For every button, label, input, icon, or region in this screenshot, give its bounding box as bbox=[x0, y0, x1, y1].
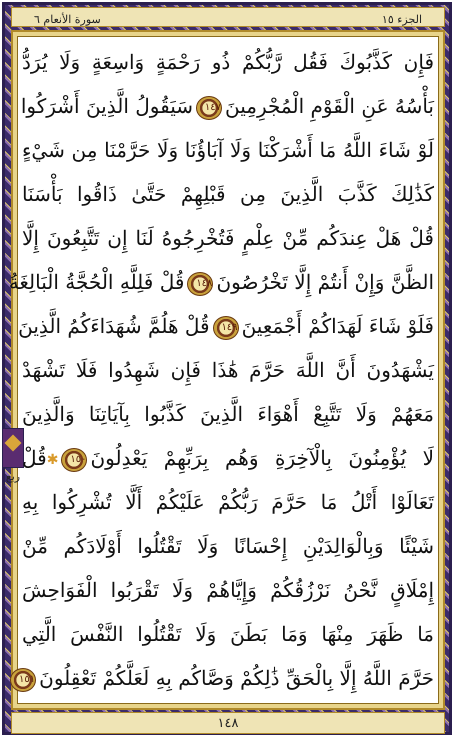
rub-el-hizb-star-icon: ✱ bbox=[46, 451, 59, 468]
verse-text: بَأْسُهُ عَنِ الْقَوْمِ الْمُجْرِمِينَ bbox=[225, 94, 434, 118]
verse-line bbox=[22, 568, 434, 612]
page-footer bbox=[11, 712, 445, 734]
ayah-number-icon: ١٥١ bbox=[10, 668, 36, 692]
page-header bbox=[11, 7, 445, 27]
verse-text: لَا يُؤْمِنُونَ بِالْآخِرَةِ وَهُم بِرَبِّهِمْ يَعْدِلُونَ bbox=[90, 446, 434, 470]
verse-text: مَعَهُمْ وَلَا تَتَّبِعْ أَهْوَاءَ الَّذِينَ كَذَّبُوا بِآيَاتِنَا وَالَّذِينَ bbox=[22, 402, 434, 426]
verse-line bbox=[22, 40, 434, 84]
verse-line bbox=[22, 480, 434, 524]
verse-line bbox=[22, 348, 434, 392]
verse-text-continuation: قُلْ bbox=[22, 446, 47, 470]
verse-text: يَشْهَدُونَ أَنَّ اللَّهَ حَرَّمَ هَٰذَا فَإِن شَهِدُوا فَلَا تَشْهَدْ bbox=[22, 358, 434, 382]
ayah-number-icon: ١٤٧ bbox=[196, 96, 222, 120]
verse-line bbox=[22, 524, 434, 568]
verse-line bbox=[22, 436, 434, 480]
verse-text: كَذَٰلِكَ كَذَّبَ الَّذِينَ مِن قَبْلِهِمْ حَتَّىٰ ذَاقُوا بَأْسَنَا bbox=[22, 182, 434, 206]
verse-line bbox=[22, 84, 434, 128]
verse-line bbox=[22, 128, 434, 172]
verse-line bbox=[22, 392, 434, 436]
verse-text: حَرَّمَ اللَّهُ إِلَّا بِالْحَقِّ ذَٰلِكُمْ وَصَّاكُم بِهِ لَعَلَّكُمْ تَعْقِلُونَ bbox=[39, 666, 434, 690]
verse-line bbox=[8, 260, 434, 304]
verse-line bbox=[19, 656, 434, 700]
verse-text: تَعَالَوْا أَتْلُ مَا حَرَّمَ رَبُّكُمْ عَلَيْكُمْ أَلَّا تُشْرِكُوا بِهِ bbox=[22, 490, 434, 514]
hizb-quarter-icon bbox=[2, 428, 24, 468]
verse-text: شَيْئًا وَبِالْوَالِدَيْنِ إِحْسَانًا وَلَا تَقْتُلُوا أَوْلَادَكُم مِّنْ bbox=[22, 534, 434, 558]
verse-line bbox=[22, 612, 434, 656]
verse-text: الظَّنَّ وَإِنْ أَنتُمْ إِلَّا تَخْرُصُونَ bbox=[216, 270, 434, 294]
verse-text: فَلَوْ شَاءَ لَهَدَاكُمْ أَجْمَعِينَ bbox=[241, 314, 434, 338]
verse-text-continuation: قُلْ فَلِلَّهِ الْحُجَّةُ الْبَالِغَةُ bbox=[8, 270, 185, 294]
verse-text-continuation: قُلْ هَلُمَّ شُهَدَاءَكُمُ الَّذِينَ bbox=[18, 314, 210, 338]
juz-label: الجزء ١٥ bbox=[381, 13, 422, 26]
verse-line bbox=[22, 172, 434, 216]
verse-text: قُلْ هَلْ عِندَكُم مِّنْ عِلْمٍ فَتُخْرِجُوهُ لَنَا إِن تَتَّبِعُونَ إِلَّا bbox=[22, 226, 434, 250]
ayah-number-icon: ١٤٨ bbox=[187, 272, 213, 296]
verse-text-continuation: سَيَقُولُ الَّذِينَ أَشْرَكُوا bbox=[20, 94, 194, 118]
verse-text: مَا ظَهَرَ مِنْهَا وَمَا بَطَنَ وَلَا تَقْتُلُوا النَّفْسَ الَّتِي bbox=[22, 622, 434, 646]
hizb-quarter-label: ربع bbox=[5, 470, 21, 483]
verse-text: فَإِن كَذَّبُوكَ فَقُل رَّبُّكُمْ ذُو رَحْمَةٍ وَاسِعَةٍ وَلَا يُرَدُّ bbox=[22, 50, 434, 74]
page-number: ١٤٨ bbox=[217, 716, 239, 731]
surah-label: سورة الأنعام ٦ bbox=[34, 13, 101, 26]
verse-line bbox=[22, 216, 434, 260]
verse-line bbox=[18, 304, 434, 348]
ayah-number-icon: ١٥٠ bbox=[61, 448, 87, 472]
ayah-number-icon: ١٤٩ bbox=[213, 316, 239, 340]
verse-text: إِمْلَاقٍ نَّحْنُ نَرْزُقُكُمْ وَإِيَّاهُمْ وَلَا تَقْرَبُوا الْفَوَاحِشَ bbox=[22, 578, 434, 602]
verse-text: لَوْ شَاءَ اللَّهُ مَا أَشْرَكْنَا وَلَا آبَاؤُنَا وَلَا حَرَّمْنَا مِن شَيْءٍ bbox=[22, 138, 434, 162]
